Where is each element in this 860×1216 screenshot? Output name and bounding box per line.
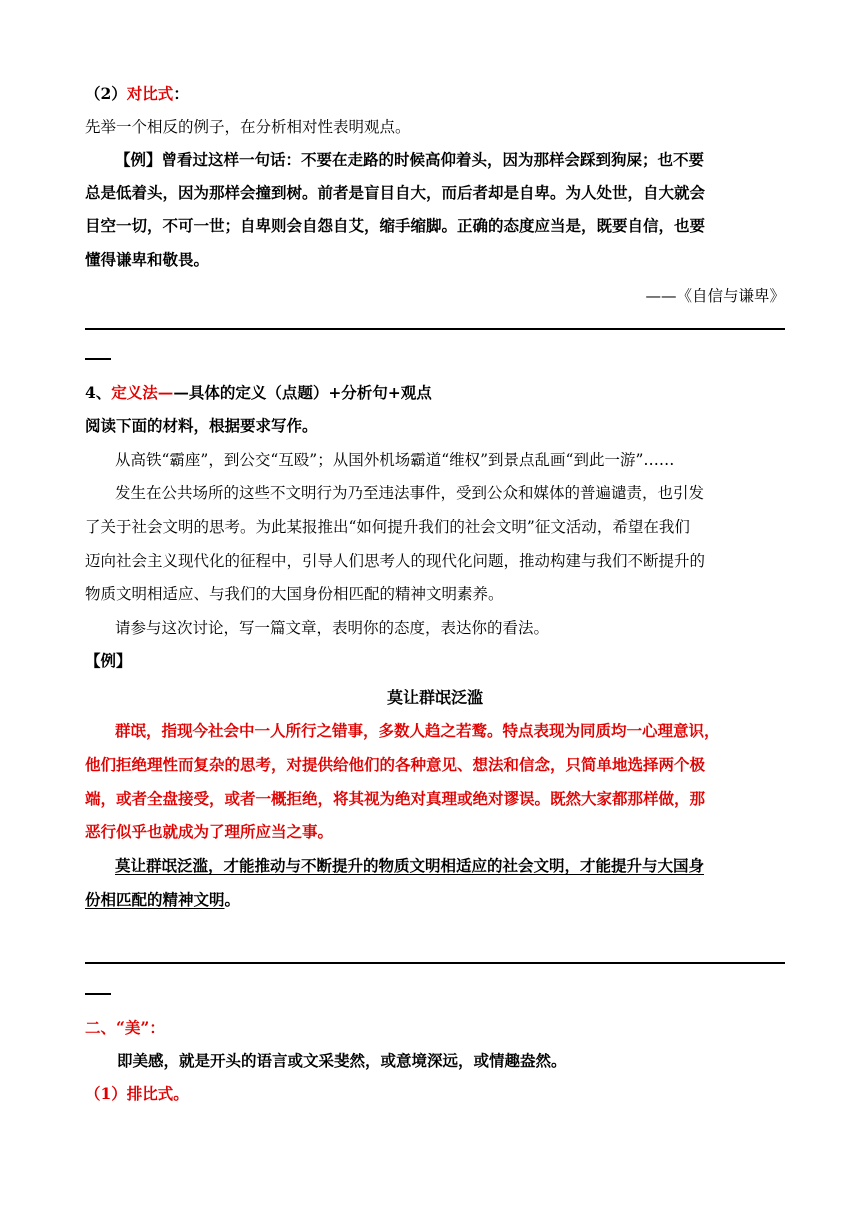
material-line: 迈向社会主义现代化的征程中，引导人们思考人的现代化问题，推动构建与我们不断提升的	[85, 552, 706, 570]
writing-prompt: 阅读下面的材料，根据要求写作。	[85, 416, 318, 435]
essay-red-line: 端，或者全盘接受，或者一概拒绝，将其视为绝对真理或绝对谬误。既然大家都那样做，那	[85, 789, 706, 808]
example-label: 【例】	[85, 651, 132, 670]
essay-red-line: 他们拒绝理性而复杂的思考，对提供给他们的各种意见、想法和信念，只简单地选择两个极	[85, 755, 706, 774]
subsection-heading: （1）排比式。	[85, 1084, 189, 1103]
material-line: 了关于社会文明的思考。为此某报推出“如何提升我们的社会文明”征文活动，希望在我们	[85, 518, 690, 536]
heading-rest: —具体的定义（点题）+分析句+观点	[173, 383, 432, 402]
essay-underlined-line	[85, 890, 785, 910]
essay-title: 莫让群氓泛滥	[386, 688, 483, 707]
heading-number: 4、	[85, 383, 112, 402]
material-paragraph: 从高铁“霸座”，到公交“互殴”；从国外机场霸道“维权”到景点乱画“到此一游”……	[115, 451, 675, 469]
example-line: 目空一切，不可一世；自卑则会自怨自艾，缩手缩脚。正确的态度应当是，既要自信，也要	[85, 216, 706, 235]
underlined-text: 份相匹配的精神文明	[85, 890, 225, 909]
heading-title: 对比式	[126, 84, 174, 103]
example-line: 总是低着头，因为那样会撞到树。前者是盲目自大，而后者却是自卑。为人处世，自大就会	[85, 183, 706, 202]
material-paragraph: 发生在公共场所的这些不文明行为乃至违法事件，受到公众和媒体的普遍谴责，也引发	[115, 484, 705, 502]
section-heading-contrast	[85, 84, 785, 104]
example-line	[115, 150, 785, 170]
example-line: 懂得谦卑和敬畏。	[85, 250, 210, 269]
section-description: 即美感，就是开头的语言或文采斐然，或意境深远，或情趣盎然。	[117, 1051, 567, 1070]
example-text: 曾看过这样一句话：不要在走路的时候高仰着头，因为那样会踩到狗屎；也不要	[161, 150, 705, 169]
section-description: 先举一个相反的例子，在分析相对性表明观点。	[85, 118, 411, 136]
heading-colon: ：	[173, 84, 189, 103]
material-paragraph: 请参与这次讨论，写一篇文章，表明你的态度，表达你的看法。	[115, 619, 550, 637]
period: 。	[224, 890, 241, 909]
heading-title: 定义法—	[111, 383, 174, 402]
essay-red-line: 群氓，指现今社会中一人所行之错事，多数人趋之若鹜。特点表现为同质均一心理意识，	[115, 721, 720, 740]
example-label: 【例】	[115, 150, 162, 169]
section-heading-beauty: 二、“美”：	[85, 1018, 165, 1037]
heading-number: （2）	[85, 84, 127, 103]
essay-underlined-line	[115, 856, 785, 876]
material-line: 物质文明相适应、与我们的大国身份相匹配的精神文明素养。	[85, 585, 504, 603]
section-heading-definition	[85, 383, 785, 403]
underlined-text: 莫让群氓泛滥，才能推动与不断提升的物质文明相适应的社会文明，才能提升与大国身	[115, 856, 705, 875]
example-source: ——《自信与谦卑》	[645, 287, 785, 305]
essay-red-line: 恶行似乎也就成为了理所应当之事。	[85, 822, 334, 841]
